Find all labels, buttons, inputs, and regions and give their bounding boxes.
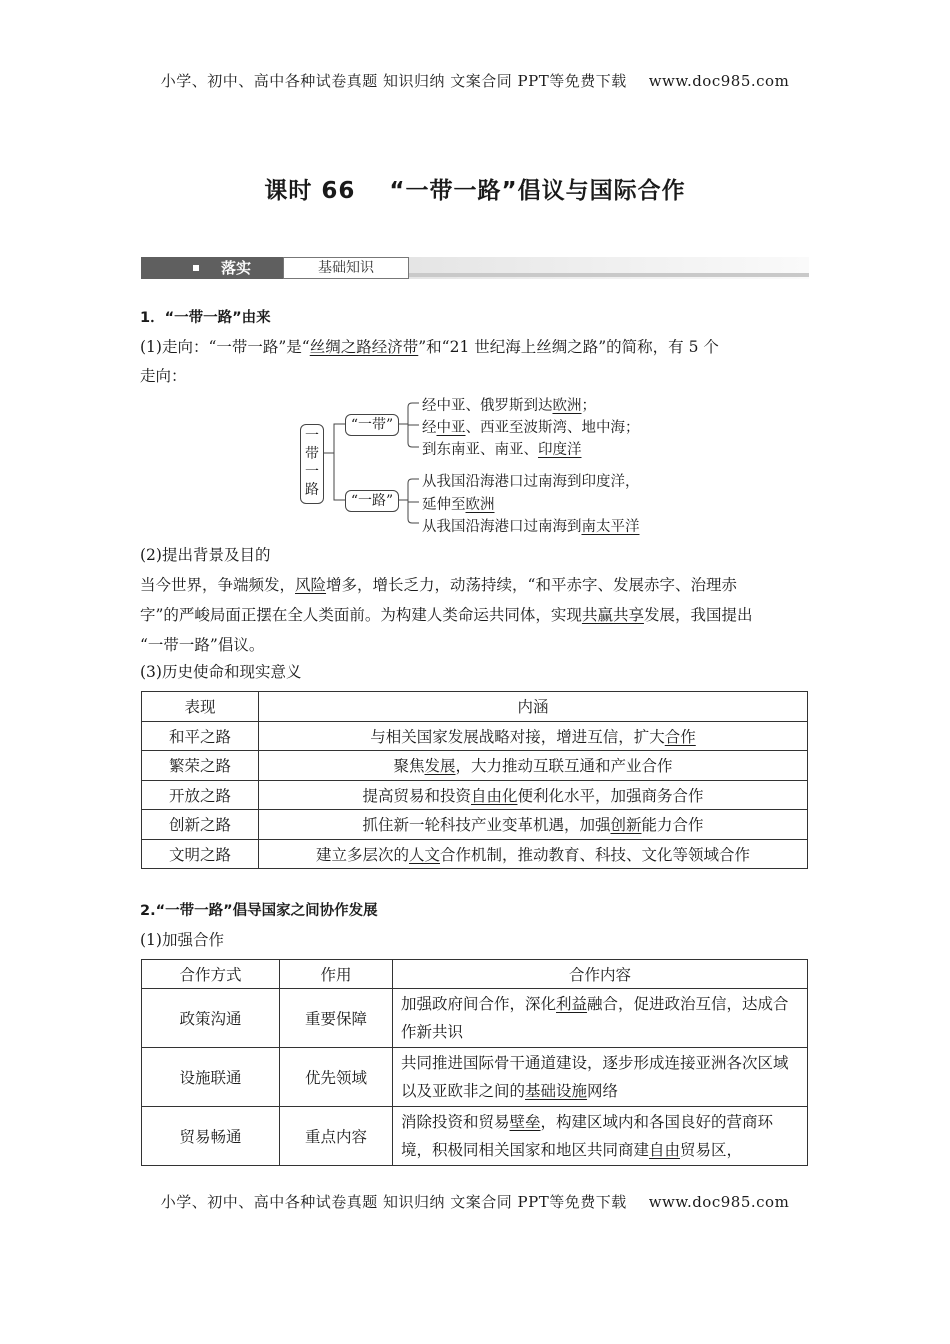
background-line-1: 当今世界，争端频发，风险增多，增长乏力，动荡持续，“和平赤字、发展赤字、治理赤 [140,576,737,594]
road-route-1: 从我国沿海港口过南海到印度洋， [422,474,640,490]
page-footer [0,1191,950,1212]
col-header: 表现 [142,692,259,722]
cooperation-table [141,959,808,1166]
background-line-3: “一带一路”倡议。 [140,636,265,654]
road-route-3: 从我国沿海港口过南海到南太平洋 [422,519,640,535]
section-banner [141,257,809,279]
footer-url[interactable]: www.doc985.com [648,1193,790,1211]
background-line-2: 字”的严峻局面正摆在全人类面前。为构建人类命运共同体，实现共赢共享发展，我国提出 [140,606,753,624]
table-row: 繁荣之路 聚焦发展，大力推动互联互通和产业合作 [142,751,808,781]
paragraph-direction: (1)走向：“一带一路”是“丝绸之路经济带”和“21 世纪海上丝绸之路”的简称，有 5 个 [140,338,719,356]
table-row: 贸易畅通 重点内容 消除投资和贸易壁垒，构建区域内和各国良好的营商环境，积极同相关国家和地区共同商建自由贸易区， [142,1107,808,1166]
subheading-significance: (3)历史使命和现实意义 [140,663,302,681]
subheading-background: (2)提出背景及目的 [140,546,271,564]
significance-table [141,691,808,869]
belt-route-2: 经中亚、西亚至波斯湾、地中海； [422,420,640,436]
square-icon [193,265,199,271]
lesson-name: “一带一路”倡议与国际合作 [389,178,686,204]
table-header-row [142,692,808,722]
section-1-heading: 1．“一带一路”由来 [140,310,271,326]
lesson-number: 课时 66 [264,178,356,204]
belt-box: “一带” [345,414,399,436]
road-box: “一路” [345,490,399,512]
belt-route-1: 经中亚、俄罗斯到达欧洲； [422,398,596,414]
table-row: 和平之路 与相关国家发展战略对接，增进互信，扩大合作 [142,721,808,751]
paragraph-direction-end: 走向： [140,367,187,385]
table-row: 政策沟通 重要保障 加强政府间合作，深化利益融合，促进政治互信，达成合作新共识 [142,989,808,1048]
banner-stripe [409,273,809,277]
section-2-heading: 2.“一带一路”倡导国家之间协作发展 [140,903,378,919]
table-row: 创新之路 抓住新一轮科技产业变革机遇，加强创新能力合作 [142,810,808,840]
page-header [0,70,950,91]
table-row: 开放之路 提高贸易和投资自由化便利化水平，加强商务合作 [142,780,808,810]
table-header-row: 合作方式 作用 合作内容 [142,960,808,989]
page-title [0,172,950,205]
col-header: 内涵 [259,692,808,722]
footer-text: 小学、初中、高中各种试卷真题 知识归纳 文案合同 PPT等免费下载 [160,1193,627,1211]
belt-route-3: 到东南亚、南亚、印度洋 [422,442,582,458]
table-row: 文明之路 建立多层次的人文合作机制，推动教育、科技、文化等领域合作 [142,839,808,869]
subheading-cooperation: (1)加强合作 [140,931,224,949]
road-route-2: 延伸至欧洲 [422,497,495,513]
root-box: 一 带 一 路 [300,424,324,504]
header-url[interactable]: www.doc985.com [648,72,790,90]
table-row: 设施联通 优先领域 共同推进国际骨干通道建设，逐步形成连接亚洲各次区域以及亚欧非之间的基础设施网络 [142,1048,808,1107]
banner-label: 基础知识 [283,257,409,279]
banner-tag: 落实 [141,257,283,279]
header-text: 小学、初中、高中各种试卷真题 知识归纳 文案合同 PPT等免费下载 [160,72,627,90]
